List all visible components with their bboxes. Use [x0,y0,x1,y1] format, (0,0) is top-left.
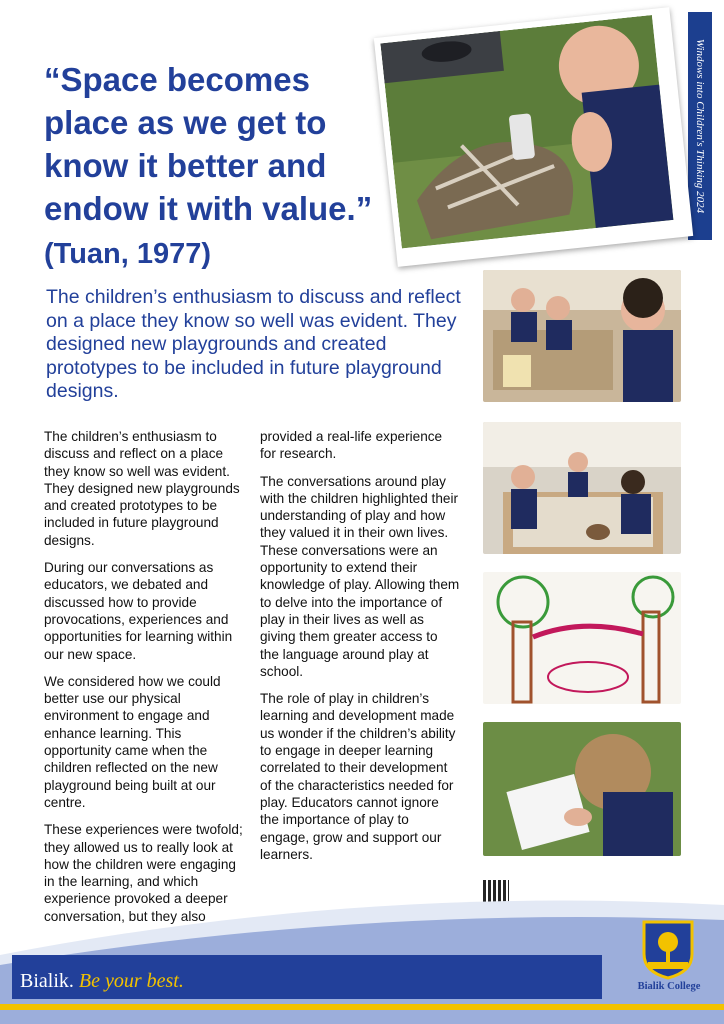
college-name: Bialik College [637,981,701,992]
photo-children-table [483,270,681,402]
brand-name: Bialik. [20,970,74,992]
hero-photo [374,7,693,267]
paragraph: The role of play in children’s learning and development made us wonder if the children’s ability to engage in deeper learning correlated to their development of the characteristics needed for play. Educators cannot ignore the importance of play to engage, grow and support our learners. [260,691,456,862]
paragraph: provided a real-life experience for research. [260,429,443,462]
intro-paragraph: The children’s enthusiasm to discuss and reflect on a place they know so well was evident. They designed new playgrounds and created prototypes to be included in future playground designs. [46,286,461,402]
quote-text: “Space becomes place as we get to know it better and endow it with value.” [44,61,373,227]
paragraph: During our conversations as educators, we debated and discussed how to provide provocations, experiences and opportunities for learning within our new space. [44,560,233,662]
footer-branding [20,970,184,993]
photo-prototype-building [483,422,681,554]
quote-citation: (Tuan, 1977) [44,238,212,270]
body-column-left [44,428,244,935]
photo-playground-drawing [483,572,681,704]
headline-quote [44,58,389,276]
paragraph: We considered how we could better use our physical environment to engage and enhance learning. This opportunity came when the children reflected on the new playground being built at our centre. [44,673,221,810]
paragraph: The conversations around play with the children highlighted their understanding of play and how they valued it in their own lives. These conversations were an opportunity to extend their knowledge of play. Allowing them to delve into the importance of play in their lives as well as giving them greater access to the language around play at school. [260,473,460,679]
side-tab-label: Windows into Children's Thinking 2024 [694,38,706,214]
side-tab [688,12,712,240]
college-crest-icon [640,918,696,980]
paragraph: The children’s enthusiasm to discuss and reflect on a place they know so well was evident. They designed new playgrounds and created prototypes to be included in future playground designs. [44,429,240,548]
photo-child-drawing-grass [483,722,681,856]
footer-accent-line [0,1004,724,1010]
body-column-right [260,428,460,873]
brand-tagline: Be your best. [78,970,184,992]
paragraph: These experiences were twofold; they allowed us to really look at how the children were engaging in the learning, and which experience provoked a deeper conversation, but they also [44,822,243,924]
